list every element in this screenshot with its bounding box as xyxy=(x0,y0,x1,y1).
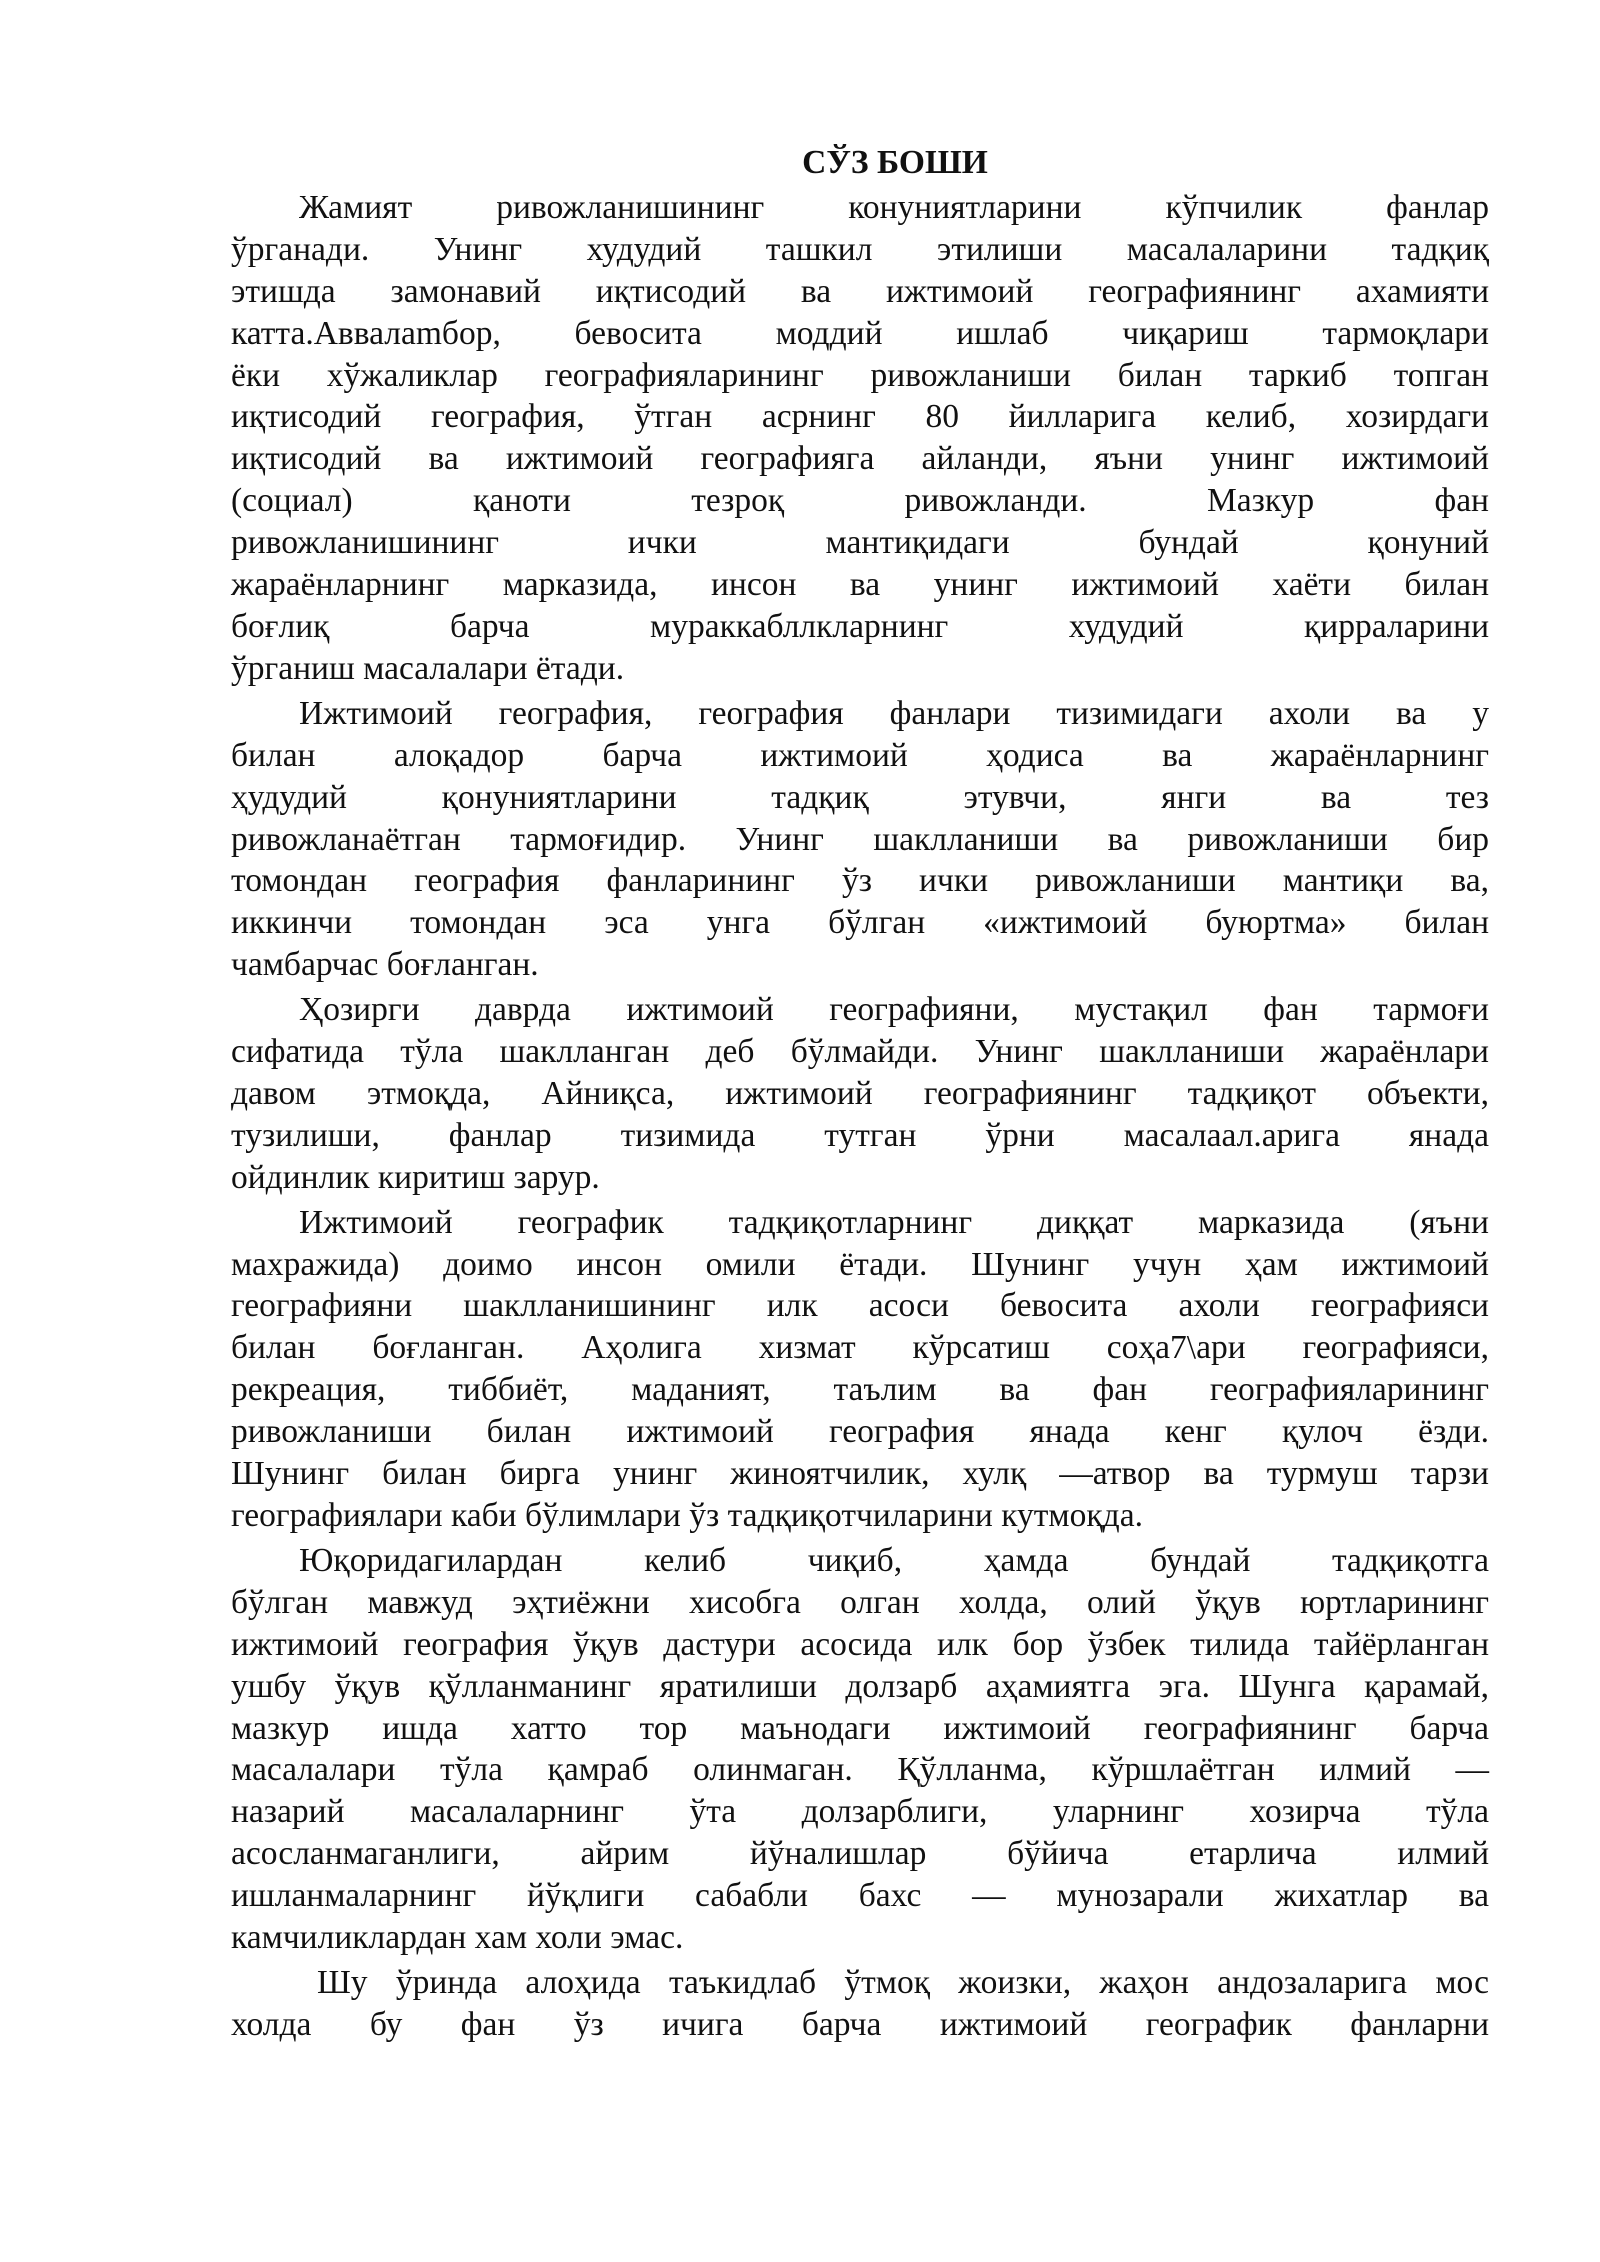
text-line: рекреация, тиббиёт, маданият, таълим ва фан географияларининг xyxy=(231,1371,1489,1409)
text-line: масалалари тўла қамраб олинмаган. Қўлланма, кўршлаётган илмий — xyxy=(231,1751,1489,1789)
text-line: ўрганиш масалалари ётади. xyxy=(231,649,625,687)
paragraph xyxy=(231,693,1489,986)
text-line: ижтимоий география ўқув дастури асосида илк бор ўзбек тилида тайёрланган xyxy=(231,1625,1489,1663)
text-line: ривожланаётган тармоғидир. Унинг шаклланиши ва ривожланиши бир xyxy=(231,820,1489,858)
paragraph xyxy=(231,989,1489,1199)
text-line: Юқоридагилардан келиб чиқиб, ҳамда бундай тадқиқотга xyxy=(299,1541,1489,1579)
page-title: СЎЗ БОШИ xyxy=(802,144,988,181)
document-page xyxy=(231,142,1489,2046)
text-line: ривожланишининг ички мантиқидаги бундай қонуний xyxy=(231,524,1489,562)
text-line: мазкур ишда хатто тор маънодаги ижтимоий географиянинг барча xyxy=(231,1709,1489,1747)
text-line: иккинчи томондан эса унга бўлган «ижтимоий буюртма» билан xyxy=(231,904,1489,942)
text-line: назарий масалаларнинг ўта долзарблиги, уларнинг хозирча тўла xyxy=(231,1793,1489,1831)
text-line: асосланмаганлиги, айрим йўналишлар бўйича етарлича илмий xyxy=(231,1835,1489,1873)
text-line: камчиликлардан хам холи эмас. xyxy=(231,1919,684,1957)
text-line: боғлиқ барча мураккабллкларнинг худудий қирраларини xyxy=(231,607,1489,645)
text-line: ривожланиши билан ижтимоий география янада кенг қулоч ёзди. xyxy=(231,1413,1489,1451)
text-line: ҳудудий қонуниятларини тадқиқ этувчи, янги ва тез xyxy=(231,778,1489,816)
text-line: географияни шаклланишининг илк асоси бевосита ахоли географияси xyxy=(231,1287,1489,1325)
text-line: чамбарчас боғланган. xyxy=(231,946,539,984)
text-line: давом этмоқда, Айниқса, ижтимоий географиянинг тадқиқот объекти, xyxy=(231,1074,1489,1112)
text-line: иқтисодий география, ўтган асрнинг 80 йилларига келиб, хозирдаги xyxy=(231,398,1489,436)
text-line: холда бу фан ўз ичига барча ижтимоий географик фанларни xyxy=(231,2005,1489,2043)
text-line: ойдинлик киритиш зарур. xyxy=(231,1158,600,1196)
paragraph xyxy=(231,1202,1489,1537)
text-line: Ижтимоий географик тадқиқотларнинг диққат марказида (яъни xyxy=(299,1203,1489,1241)
paragraph xyxy=(231,1540,1489,1959)
text-line: сифатида тўла шаклланган деб бўлмайди. Унинг шаклланиши жараёнлари xyxy=(231,1033,1489,1071)
text-line: Ижтимоий география, география фанлари тизимидаги ахоли ва у xyxy=(299,694,1489,732)
paragraph xyxy=(231,187,1489,690)
text-line: Ҳозирги даврда ижтимоий географияни, мустақил фан тармоғи xyxy=(299,991,1489,1029)
text-line: катта.Аввалamбор, бевосита моддий ишлаб чиқариш тармоқлари xyxy=(231,314,1489,352)
body-text xyxy=(231,187,1489,2046)
paragraph xyxy=(231,1962,1489,2046)
text-line: томондан география фанларининг ўз ички ривожланиши мантиқи ва, xyxy=(231,862,1489,900)
text-line: ишланмаларнинг йўқлиги сабабли бахс — мунозарали жихатлар ва xyxy=(231,1877,1489,1915)
text-line: ушбу ўқув қўлланманинг яратилиши долзарб аҳамиятга эга. Шунга қарамай, xyxy=(231,1667,1489,1705)
text-line: географиялари каби бўлимлари ўз тадқиқотчиларини кутмоқда. xyxy=(231,1497,1143,1534)
text-line: Шу ўринда алоҳида таъкидлаб ўтмоқ жоизки, жаҳон андозаларига мос xyxy=(317,1963,1489,2001)
text-line: жараёнларнинг марказида, инсон ва унинг ижтимоий хаёти билан xyxy=(231,566,1489,604)
text-line: (социал) қаноти тезроқ ривожланди. Мазкур фан xyxy=(231,482,1489,520)
text-line: билан алоқадор барча ижтимоий ҳодиса ва жараёнларнинг xyxy=(231,736,1489,774)
text-line: Жамият ривожланишининг конуниятларини кўпчилик фанлар xyxy=(299,188,1489,226)
text-line: ёки хўжаликлар географияларининг ривожланиши билан таркиб топган xyxy=(231,356,1489,394)
text-line: махражида) доимо инсон омили ётади. Шунинг учун ҳам ижтимоий xyxy=(231,1245,1489,1283)
text-line: Шунинг билан бирга унинг жиноятчилик, хулқ —атвор ва турмуш тарзи xyxy=(231,1455,1489,1493)
text-line: этишда замонавий иқтисодий ва ижтимоий географиянинг ахамияти xyxy=(231,272,1489,310)
text-line: билан боғланган. Аҳолига хизмат кўрсатиш соҳа7\ари географияси, xyxy=(231,1329,1489,1367)
text-line: бўлган мавжуд эҳтиёжни хисобга олган холда, олий ўқув юртларининг xyxy=(231,1583,1489,1621)
text-line: иқтисодий ва ижтимоий географияга айланди, яъни унинг ижтимоий xyxy=(231,440,1489,478)
text-line: ўрганади. Унинг худудий ташкил этилиши масалаларини тадқиқ xyxy=(231,230,1489,268)
text-line: тузилиши, фанлар тизимида тутган ўрни масалаал.арига янада xyxy=(231,1116,1489,1154)
